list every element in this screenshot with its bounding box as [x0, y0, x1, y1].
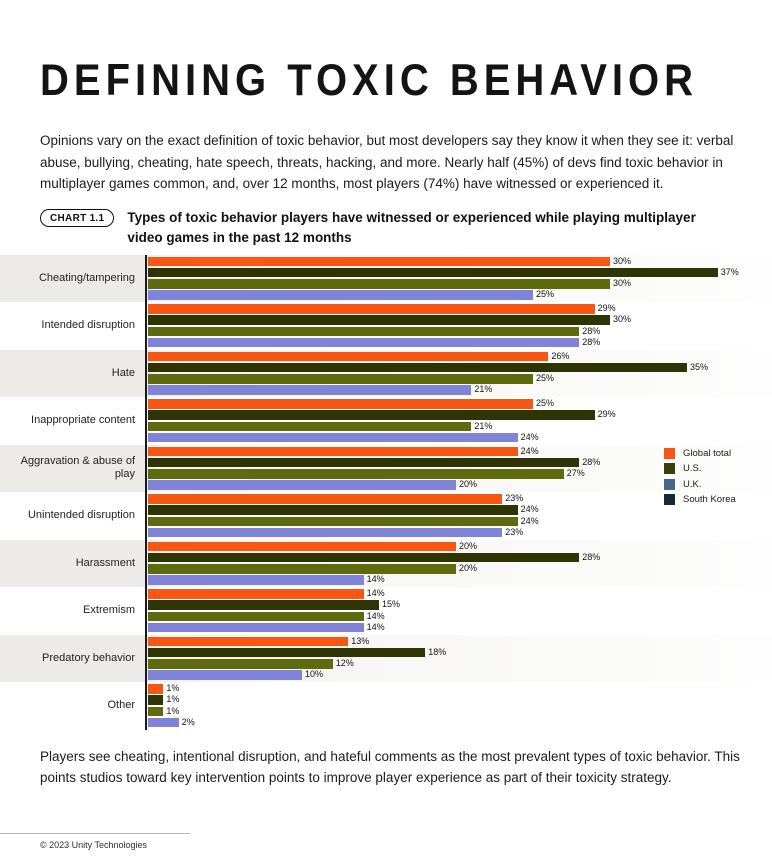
- category-label: Predatory behavior: [42, 651, 135, 664]
- u-s-bar: [148, 648, 425, 658]
- chart-legend: [664, 448, 736, 506]
- chart-title: Types of toxic behavior players have witnessed or experienced while playing multiplayer video games in the past 12 months: [127, 209, 696, 245]
- legend-swatch: [664, 463, 675, 474]
- bar-value-label: 29%: [597, 303, 616, 314]
- bar-value-label: 27%: [566, 468, 585, 479]
- u-k-bar: [148, 612, 364, 622]
- bar-value-label: 26%: [551, 350, 570, 361]
- bar-value-label: 1%: [166, 694, 180, 705]
- bar-line: [148, 528, 772, 538]
- bar-value-label: 28%: [582, 456, 601, 467]
- global-total-bar: [148, 494, 502, 504]
- chart-header: [40, 208, 772, 248]
- bar-value-label: 20%: [459, 540, 478, 551]
- category-label: Aggravation & abuse of play: [20, 454, 135, 481]
- chart-row: [0, 587, 772, 635]
- bar-group: [146, 540, 772, 588]
- south-korea-bar: [148, 670, 302, 680]
- legend-swatch: [664, 479, 675, 490]
- category-label: Intended disruption: [41, 319, 135, 331]
- bar-value-label: 21%: [474, 420, 493, 431]
- bar-line: [148, 589, 772, 599]
- south-korea-bar: [148, 528, 502, 538]
- bar-line: [148, 684, 772, 694]
- u-k-bar: [148, 327, 579, 337]
- bar-line: [148, 575, 772, 585]
- global-total-bar: [148, 257, 610, 267]
- category-label: Other: [107, 699, 135, 711]
- u-s-bar: [148, 268, 718, 278]
- u-s-bar: [148, 458, 579, 468]
- bar-value-label: 14%: [366, 588, 385, 599]
- legend-item: [664, 463, 736, 474]
- bar-group: [146, 255, 772, 303]
- chart-number-badge: CHART 1.1: [40, 209, 114, 227]
- bar-value-label: 24%: [520, 445, 539, 456]
- bar-value-label: 14%: [366, 621, 385, 632]
- south-korea-bar: [148, 480, 456, 490]
- south-korea-bar: [148, 338, 579, 348]
- bar-value-label: 1%: [166, 705, 180, 716]
- bar-value-label: 30%: [613, 314, 632, 325]
- bar-line: [148, 352, 772, 362]
- category-label: Extremism: [83, 604, 135, 616]
- bar-line: [148, 648, 772, 658]
- bar-value-label: 25%: [536, 289, 555, 300]
- bar-value-label: 15%: [382, 599, 401, 610]
- u-s-bar: [148, 505, 518, 515]
- global-total-bar: [148, 304, 595, 314]
- bar-line: [148, 399, 772, 409]
- south-korea-bar: [148, 290, 533, 300]
- intro-paragraph: Opinions vary on the exact definition of toxic behavior, but most developers say they know it when they see it: verbal abuse, bullying, cheating, hate speech, threats, hacking, and more. Nearly half (45%) of devs find toxic behavior in multiplayer games common, and, over 12 months, most players (74%) have witnessed or experienced it.: [40, 133, 734, 191]
- bar-line: [148, 268, 772, 278]
- category-label: Cheating/tampering: [38, 271, 135, 284]
- south-korea-bar: [148, 575, 364, 585]
- chart-row: [0, 682, 772, 730]
- global-total-bar: [148, 589, 364, 599]
- chart-row: [0, 492, 772, 540]
- bar-value-label: 20%: [459, 563, 478, 574]
- bar-value-label: 28%: [582, 336, 601, 347]
- bar-line: [148, 637, 772, 647]
- bar-value-label: 1%: [166, 683, 180, 694]
- bar-value-label: 21%: [474, 384, 493, 395]
- footer-divider: [0, 833, 190, 834]
- bar-group: [146, 635, 772, 683]
- bar-group: [146, 302, 772, 350]
- u-s-bar: [148, 695, 163, 705]
- bar-line: [148, 612, 772, 622]
- south-korea-bar: [148, 623, 364, 633]
- u-s-bar: [148, 315, 610, 325]
- chart-row: [0, 350, 772, 398]
- legend-label: South Korea: [683, 494, 736, 505]
- category-label: Harassment: [75, 556, 135, 569]
- bar-value-label: 14%: [366, 610, 385, 621]
- global-total-bar: [148, 542, 456, 552]
- u-k-bar: [148, 707, 163, 717]
- legend-item: [664, 448, 736, 459]
- bar-group: [146, 350, 772, 398]
- bar-value-label: 23%: [505, 526, 524, 537]
- bar-value-label: 24%: [520, 431, 539, 442]
- bar-line: [148, 374, 772, 384]
- legend-label: U.S.: [683, 463, 702, 474]
- chart-row: [0, 302, 772, 350]
- chart-row: [0, 540, 772, 588]
- u-k-bar: [148, 279, 610, 289]
- legend-label: U.K.: [683, 478, 702, 490]
- global-total-bar: [148, 399, 533, 409]
- bar-line: [148, 542, 772, 552]
- bar-line: [148, 327, 772, 337]
- chart-row: [0, 397, 772, 445]
- bar-value-label: 10%: [305, 669, 324, 680]
- bar-group: [146, 682, 772, 730]
- global-total-bar: [148, 447, 518, 457]
- bar-group: [146, 397, 772, 445]
- conclusion-paragraph: Players see cheating, intentional disruption, and hateful comments as the most prevalent types of toxic behavior. This points studios toward key intervention points to improve player experience as part of their toxicity strategy.: [40, 748, 740, 785]
- u-k-bar: [148, 659, 333, 669]
- bar-value-label: 25%: [536, 398, 555, 409]
- bar-value-label: 30%: [613, 255, 632, 266]
- chart-axis-line: [145, 255, 147, 730]
- bar-line: [148, 718, 772, 728]
- bar-line: [148, 564, 772, 574]
- category-label: Hate: [111, 366, 135, 379]
- global-total-bar: [148, 352, 548, 362]
- bar-value-label: 24%: [520, 515, 539, 526]
- chart-row: [0, 445, 772, 493]
- bar-value-label: 30%: [613, 278, 632, 289]
- bar-line: [148, 363, 772, 373]
- bar-value-label: 37%: [720, 266, 739, 277]
- u-k-bar: [148, 469, 564, 479]
- legend-swatch: [664, 448, 675, 459]
- global-total-bar: [148, 637, 348, 647]
- bar-value-label: 12%: [335, 658, 354, 669]
- bar-value-label: 20%: [459, 479, 478, 490]
- chart: [0, 255, 772, 730]
- legend-label: Global total: [683, 447, 732, 459]
- legend-swatch: [664, 494, 675, 505]
- u-k-bar: [148, 374, 533, 384]
- bar-line: [148, 659, 772, 669]
- legend-item: [664, 494, 736, 505]
- chart-row: [0, 635, 772, 683]
- south-korea-bar: [148, 433, 518, 443]
- copyright-text: © 2023 Unity Technologies: [40, 840, 148, 850]
- bar-line: [148, 410, 772, 420]
- bar-line: [148, 338, 772, 348]
- bar-line: [148, 517, 772, 527]
- bar-value-label: 2%: [181, 716, 195, 727]
- bar-value-label: 25%: [536, 373, 555, 384]
- bar-line: [148, 695, 772, 705]
- bar-group: [146, 587, 772, 635]
- bar-line: [148, 600, 772, 610]
- bar-line: [148, 553, 772, 563]
- u-k-bar: [148, 422, 471, 432]
- page-title: DEFINING TOXIC BEHAVIOR: [40, 56, 699, 106]
- bar-value-label: 24%: [520, 504, 539, 515]
- bar-line: [148, 279, 772, 289]
- bar-value-label: 18%: [428, 646, 447, 657]
- category-label: Inappropriate content: [31, 414, 135, 426]
- bar-value-label: 35%: [690, 361, 709, 372]
- south-korea-bar: [148, 718, 179, 728]
- south-korea-bar: [148, 385, 471, 395]
- bar-line: [148, 623, 772, 633]
- bar-value-label: 13%: [351, 635, 370, 646]
- chart-row: [0, 255, 772, 303]
- bar-line: [148, 385, 772, 395]
- bar-line: [148, 304, 772, 314]
- bar-value-label: 29%: [597, 409, 616, 420]
- bar-line: [148, 670, 772, 680]
- legend-item: [664, 479, 736, 490]
- bar-line: [148, 433, 772, 443]
- bar-line: [148, 257, 772, 267]
- u-s-bar: [148, 363, 687, 373]
- u-s-bar: [148, 600, 379, 610]
- u-s-bar: [148, 553, 579, 563]
- bar-line: [148, 707, 772, 717]
- bar-line: [148, 290, 772, 300]
- global-total-bar: [148, 684, 163, 694]
- bar-line: [148, 505, 772, 515]
- bar-value-label: 23%: [505, 493, 524, 504]
- bar-value-label: 14%: [366, 574, 385, 585]
- u-k-bar: [148, 564, 456, 574]
- bar-value-label: 28%: [582, 551, 601, 562]
- category-label: Unintended disruption: [27, 509, 135, 521]
- bar-line: [148, 422, 772, 432]
- u-s-bar: [148, 410, 595, 420]
- u-k-bar: [148, 517, 518, 527]
- bar-line: [148, 315, 772, 325]
- bar-value-label: 28%: [582, 325, 601, 336]
